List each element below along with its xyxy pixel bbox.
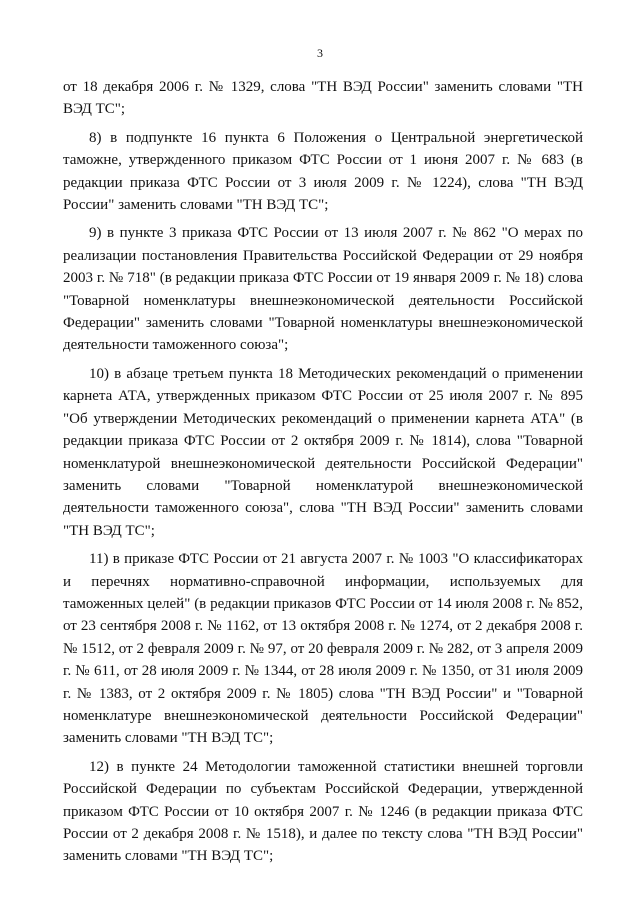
document-body — [63, 76, 583, 874]
page-number: 3 — [317, 46, 323, 60]
paragraph-item-11: 11) в приказе ФТС России от 21 августа 2007 г. № 1003 "О классификаторах и перечнях нормативно-справочной информации, используемых для таможенных целей" (в редакции приказов ФТС России от 14 июля 2008 г. № 852, от 23 сентября 2008 г. № 1162, от 13 октября 2008 г. № 1274, от 2 декабря 2008 г. № 1512, от 2 февраля 2009 г. № 97, от 20 февраля 2009 г. № 282, от 3 апреля 2009 г. № 611, от 28 июля 2009 г. № 1344, от 28 июля 2009 г. № 1350, от 31 июля 2009 г. № 1383, от 2 октября 2009 г. № 1805) слова "ТН ВЭД России" и "Товарной номенклатуре внешнеэкономической деятельности Российской Федерации" заменить словами "ТН ВЭД ТС"; — [63, 551, 583, 747]
paragraph-item-9: 9) в пункте 3 приказа ФТС России от 13 июля 2007 г. № 862 "О мерах по реализации постановления Правительства Российской Федерации от 29 ноября 2003 г. № 718" (в редакции приказа ФТС России от 19 января 2009 г. № 18) слова "Товарной номенклатуры внешнеэкономической деятельности Российской Федерации" заменить словами "Товарной номенклатуры внешнеэкономической деятельности таможенного союза"; — [63, 225, 583, 354]
paragraph-item-10: 10) в абзаце третьем пункта 18 Методических рекомендаций о применении карнета АТА, утвержденных приказом ФТС России от 25 июля 2007 г. № 895 "Об утверждении Методических рекомендаций о применении карнета АТА" (в редакции приказа ФТС России от 2 октября 2009 г. № 1814), слова "Товарной номенклатурой внешнеэкономической деятельности Российской Федерации" заменить словами "Товарной номенклатурой внешнеэкономической деятельности таможенного союза", слова "ТН ВЭД России" заменить словами "ТН ВЭД ТС"; — [63, 365, 583, 539]
paragraph-continuation: от 18 декабря 2006 г. № 1329, слова "ТН ВЭД России" заменить словами "ТН ВЭД ТС"; — [63, 79, 583, 118]
paragraph-item-12: 12) в пункте 24 Методологии таможенной статистики внешней торговли Российской Федерации по субъектам Российской Федерации, утвержденной приказом ФТС России от 10 октября 2007 г. № 1246 (в редакции приказа ФТС России от 2 декабря 2008 г. № 1518), и далее по тексту слова "ТН ВЭД России" заменить словами "ТН ВЭД ТС"; — [63, 758, 583, 865]
paragraph-item-8: 8) в подпункте 16 пункта 6 Положения о Центральной энергетической таможне, утвержденного приказом ФТС России от 1 июня 2007 г. № 683 (в редакции приказа ФТС России от 3 июля 2009 г. № 1224), слова "ТН ВЭД России" заменить словами "ТН ВЭД ТС"; — [63, 129, 583, 214]
